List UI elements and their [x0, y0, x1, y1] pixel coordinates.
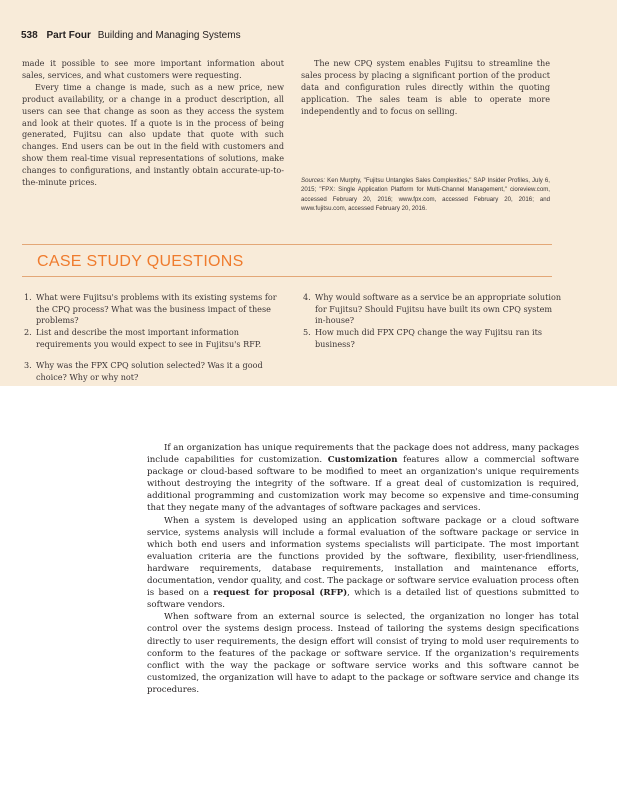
question-item [24, 327, 286, 350]
body-paragraph [147, 442, 579, 515]
question-number: 3. [24, 360, 32, 370]
question-item [24, 360, 286, 383]
question-text: How much did FPX CPQ change the way Fujitsu ran its business? [315, 327, 543, 349]
body-paragraph [147, 515, 579, 612]
question-number: 1. [24, 292, 32, 302]
case-right-column [301, 58, 550, 118]
key-term: request for proposal (RFP) [213, 588, 348, 599]
case-left-column [22, 58, 284, 189]
part-label: Part Four [46, 30, 91, 41]
body-text-run: When a system is developed using an application software package or a cloud software service, systems analysis will include a formal evaluation of the software package or service in which both end users and information systems specialists will participate. The most important evaluation criteria are the functions provided by the software, flexibility, user-friendliness, hardware requirements, database requirements, installation and maintenance efforts, documentation, vendor quality, and cost. The package or software service evaluation process often is based on a [147, 515, 579, 599]
question-text: Why was the FPX CPQ solution selected? Was it a good choice? Why or why not? [36, 360, 263, 382]
question-text: List and describe the most important information requirements you would expect to see in Fujitsu's RFP. [36, 327, 262, 349]
question-number: 2. [24, 327, 32, 337]
body-text-run: features allow a commercial software package or cloud-based software to be modified to meet an organization's unique requirements without destroying the integrity of the software. If a great deal of customization is required, additional programming and customization work may become so expensive and time-consuming that they negate many of the advantages of software packages and services. [147, 455, 579, 514]
question-text: Why would software as a service be an appropriate solution for Fujitsu? Should Fujitsu have built its own CPQ system in-house? [315, 292, 562, 326]
sources-text: Ken Murphy, "Fujitsu Untangles Sales Complexities," SAP Insider Profiles, July 6, 2015; "FPX: Single Application Platform for Multi-Channel Management," cioreview.com, accessed February 20, 2016; www.fpx.com, accessed February 20, 2016; and www.fujitsu.com, accessed February 20, 2016. [301, 177, 550, 213]
running-header [21, 30, 241, 41]
case-paragraph: made it possible to see more important information about sales, services, and what customers were requesting. [22, 58, 284, 80]
case-paragraph: The new CPQ system enables Fujitsu to streamline the sales process by placing a significant portion of the product data and configuration rules directly within the quoting application. The sales team is able to operate more independently and to focus on selling. [301, 58, 550, 116]
section-divider [22, 276, 552, 277]
body-text-run: , which is a detailed list of questions submitted to software vendors. [147, 588, 579, 611]
key-term: Customization [327, 455, 398, 466]
case-paragraph: Every time a change is made, such as a new price, new product availability, or a change in a product description, all users can see that change as soon as they access the system and look at their quotes. If a quote is in the process of being generated, Fujitsu can also update that quote with such changes. End users can be out in the field with customers and show them real-time visual representations of solutions, make changes to configurations, and instantly obtain accurate-up-to-the-minute prices. [22, 81, 284, 188]
part-title: Building and Managing Systems [97, 30, 241, 41]
body-paragraph: When software from an external source is selected, the organization no longer has total control over the systems design process. Instead of tailoring the systems design specifications directly to user requirements, the design effort will consist of trying to mold user requirements to conform to the features of the package or software service. If the organization's requirements conflict with the way the package or software service works and this software cannot be customized, the organization will have to adapt to the package or software service and change its procedures. [147, 612, 579, 695]
question-number: 5. [303, 327, 311, 337]
question-number: 4. [303, 292, 311, 302]
case-study-questions-heading: CASE STUDY QUESTIONS [37, 253, 244, 270]
sources-label: Sources: [301, 177, 326, 184]
section-divider [22, 244, 552, 245]
main-body-text [147, 442, 579, 696]
body-text-run: If an organization has unique requirements that the package does not address, many packages include capabilities for customization. [147, 443, 579, 466]
case-sources [301, 176, 550, 214]
question-item [24, 292, 286, 327]
question-item [303, 292, 563, 327]
page-number: 538 [21, 30, 38, 41]
question-text: What were Fujitsu's problems with its existing systems for the CPQ process? What was the business impact of these problems? [36, 292, 277, 326]
question-item [303, 327, 563, 350]
